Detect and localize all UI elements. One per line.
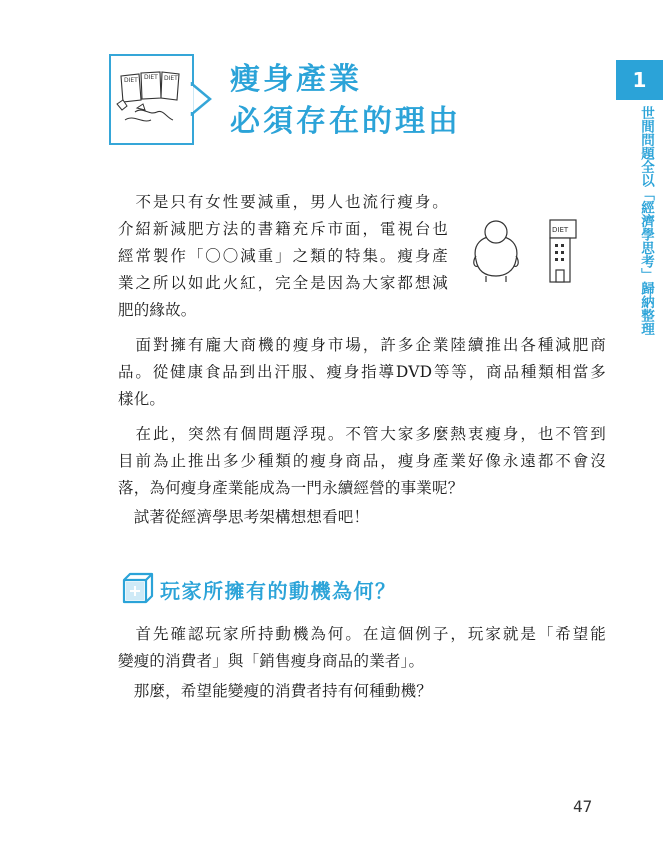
text-line: 業之所以如此火紅，完全是因為大家都想減 [118, 274, 448, 292]
text-line: 變瘦的消費者」與「銷售瘦身商品的業者」。 [118, 652, 425, 670]
text-line: 首先確認玩家所持動機為何。在這個例子，玩家就是「希望能 [118, 625, 606, 643]
page-title-line-2: 必須存在的理由 [230, 104, 461, 139]
speech-pointer-icon [190, 82, 212, 116]
book-label-3: DIET [164, 75, 178, 82]
book-label-2: DIET [144, 74, 158, 81]
chapter-title-vertical: 世間問題全以「經濟學思考」歸納整理 [638, 106, 654, 336]
building-sign-label: DIET [552, 226, 569, 234]
text-line: 不是只有女性要減重，男人也流行瘦身。 [118, 193, 448, 211]
page-number: 47 [573, 797, 593, 816]
text-line: 那麼，希望能變瘦的消費者持有何種動機？ [118, 682, 433, 700]
text-line: 目前為止推出多少種類的瘦身商品，瘦身產業好像永遠都不會沒 [118, 452, 606, 470]
text-line: 經常製作「〇〇減重」之類的特集。瘦身產 [118, 247, 448, 265]
text-line: 面對擁有龐大商機的瘦身市場，許多企業陸續推出各種減肥商 [118, 336, 606, 354]
text-line: 試著從經濟學思考架構想想看吧！ [118, 508, 370, 526]
cube-icon [121, 571, 155, 605]
text-line: 介紹新減肥方法的書籍充斥市面，電視台也 [118, 220, 448, 238]
text-line: 樣化。 [118, 390, 166, 408]
book-label-1: DIET [124, 77, 138, 84]
text-line: 在此，突然有個問題浮現。不管大家多麼熱衷瘦身，也不管到 [118, 425, 606, 443]
diet-books-illustration [113, 60, 191, 140]
section-heading: 玩家所擁有的動機為何？ [160, 579, 397, 603]
chapter-number-tab: 1 [616, 60, 663, 100]
text-line: 肥的緣故。 [118, 301, 197, 319]
page-title-line-1: 瘦身產業 [230, 62, 362, 97]
text-line: 品。從健康食品到出汗服、瘦身指導DVD等等，商品種類相當多 [118, 363, 606, 381]
text-line: 落，為何瘦身產業能成為一門永續經營的事業呢？ [118, 479, 464, 497]
person-building-illustration [470, 216, 580, 286]
